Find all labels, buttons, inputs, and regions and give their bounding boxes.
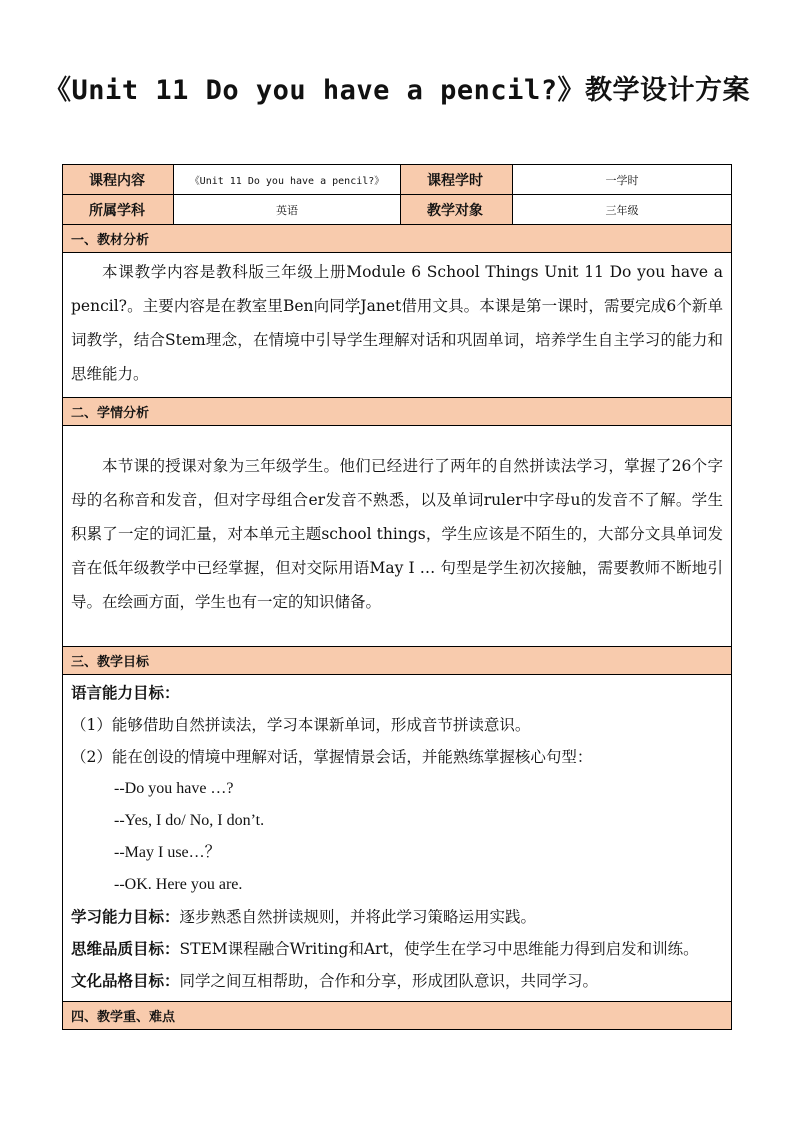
- core-sentence-3: --May I use…？: [114, 844, 221, 861]
- student-analysis-text: 本节课的授课对象为三年级学生。他们已经进行了两年的自然拼读法学习，掌握了26个字母的名称音和发音，但对字母组合er发音不熟悉，以及单词ruler中字母u的发音不了解。学生积累了一定的词汇量，对本单元主题school things，学生应该是不陌生的，大部分文具单词发音在低年级教学中已经掌握，但对交际用语May I … 句型是学生初次接触，需要教师不断地引导。在绘画方面，学生也有一定的知识储备。: [71, 457, 723, 611]
- culture-goal-text: 同学之间互相帮助，合作和分享，形成团队意识，共同学习。: [179, 972, 599, 990]
- document-title: 《Unit 11 Do you have a pencil?》教学设计方案: [44, 75, 750, 106]
- section-body-2: [63, 426, 732, 647]
- section-header-3: [63, 647, 732, 675]
- section-body-1: [63, 253, 732, 398]
- target-label: 教学对象: [401, 195, 513, 225]
- hours-label: 课程学时: [401, 165, 513, 195]
- section-header-2: [63, 398, 732, 426]
- course-label: 课程内容: [63, 165, 174, 195]
- material-analysis-cell: [63, 253, 732, 398]
- goals-cell: [63, 675, 732, 1002]
- section-header-4: [63, 1002, 732, 1030]
- core-sentence-2: --Yes, I do/ No, I don’t.: [114, 812, 265, 829]
- section-title-students: 二、学情分析: [63, 398, 732, 426]
- section-title-material: 一、教材分析: [63, 225, 732, 253]
- learning-goal-text: 逐步熟悉自然拼读规则，并将此学习策略运用实践。: [179, 908, 537, 926]
- course-value: 《Unit 11 Do you have a pencil?》: [174, 165, 401, 195]
- thinking-goal-text: STEM课程融合Writing和Art，使学生在学习中思维能力得到启发和训练。: [179, 940, 699, 958]
- section-title-goals: 三、教学目标: [63, 647, 732, 675]
- learning-goal: [71, 901, 723, 933]
- core-sentence-1: --Do you have …?: [114, 780, 234, 797]
- thinking-goal: [71, 933, 723, 965]
- lesson-plan-table: [62, 164, 732, 1030]
- subject-label: 所属学科: [63, 195, 174, 225]
- core-sentence-4: --OK. Here you are.: [114, 876, 243, 893]
- section-header-1: [63, 225, 732, 253]
- culture-goal-label: 文化品格目标：: [71, 972, 180, 990]
- target-value: 三年级: [513, 195, 732, 225]
- language-goal-item-2: （2）能在创设的情境中理解对话，掌握情景会话，并能熟练掌握核心句型：: [71, 748, 593, 766]
- info-row-1: [63, 165, 732, 195]
- language-goal-heading: [71, 677, 723, 709]
- subject-value: 英语: [174, 195, 401, 225]
- info-row-2: [63, 195, 732, 225]
- material-analysis-text: 本课教学内容是教科版三年级上册Module 6 School Things Unit 11 Do you have a pencil?。主要内容是在教室里Ben向同学Janet借用文具。本课是第一课时，需要完成6个新单词教学，结合Stem理念，在情境中引导学生理解对话和巩固单词，培养学生自主学习的能力和思维能力。: [71, 263, 723, 383]
- language-goal-label: 语言能力目标：: [71, 684, 180, 702]
- student-analysis-cell: [63, 426, 732, 647]
- thinking-goal-label: 思维品质目标：: [71, 940, 180, 958]
- section-body-3: [63, 675, 732, 1002]
- section-title-key-points: 四、教学重、难点: [63, 1002, 732, 1030]
- learning-goal-label: 学习能力目标：: [71, 908, 180, 926]
- hours-value: 一学时: [513, 165, 732, 195]
- culture-goal: [71, 965, 723, 997]
- language-goal-item-1: （1）能够借助自然拼读法，学习本课新单词，形成音节拼读意识。: [71, 716, 531, 734]
